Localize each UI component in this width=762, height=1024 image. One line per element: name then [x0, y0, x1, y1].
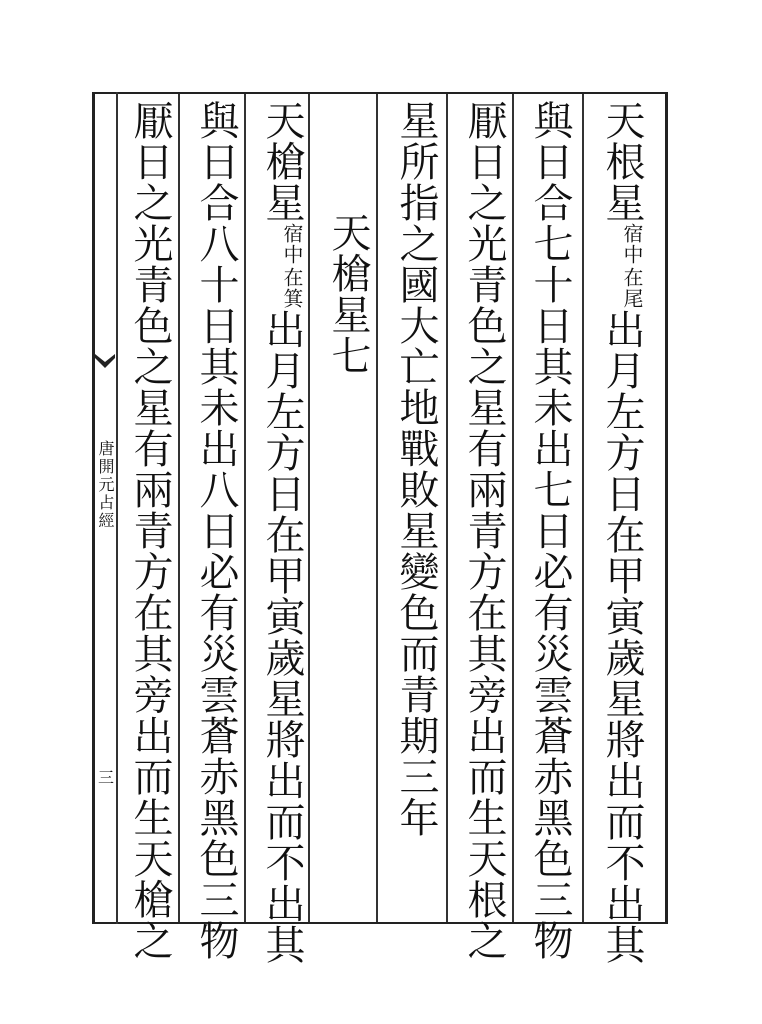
text-column-4	[390, 100, 442, 838]
text-column-1	[596, 100, 648, 965]
annotation-note	[621, 223, 643, 309]
column-text-head: 天根星	[599, 100, 645, 223]
column-text-body: 與日合八十日其未出八日必有災雲蒼赤黑色三物	[193, 100, 239, 961]
annotation-left: 宿中	[620, 223, 644, 265]
book-title: 唐開元占經	[96, 440, 115, 530]
fishtail-mark-icon	[93, 352, 117, 370]
column-text-body: 出月左方日在甲寅歲星將出而不出其	[259, 309, 305, 965]
section-heading	[322, 212, 374, 376]
text-column-8	[124, 100, 176, 961]
column-divider	[582, 94, 584, 922]
column-text-head: 天槍星	[259, 100, 305, 223]
annotation-note	[281, 223, 303, 309]
column-text-body: 厭日之光青色之星有兩青方在其旁出而生天根之	[461, 100, 507, 961]
annotation-right: 在箕	[280, 267, 304, 309]
column-text-body: 厭日之光青色之星有兩青方在其旁出而生天槍之	[127, 100, 173, 961]
column-divider	[376, 94, 378, 922]
page-number: 三	[98, 768, 115, 787]
column-text-body: 出月左方日在甲寅歲星將出而不出其	[599, 309, 645, 965]
column-divider	[308, 94, 310, 922]
section-heading-text: 天槍星七	[325, 212, 371, 376]
text-column-2	[524, 100, 576, 961]
text-column-3	[458, 100, 510, 961]
annotation-right: 在尾	[620, 267, 644, 309]
column-divider	[512, 94, 514, 922]
column-text-body: 星所指之國大亡地戰敗星變色而青期三年	[393, 100, 439, 838]
text-column-7	[190, 100, 242, 961]
annotation-left: 宿中	[280, 223, 304, 265]
column-divider	[178, 94, 180, 922]
column-text-body: 與日合七十日其未出七日必有災雲蒼赤黑色三物	[527, 100, 573, 961]
text-column-6	[256, 100, 308, 965]
column-divider	[244, 94, 246, 922]
column-divider	[446, 94, 448, 922]
